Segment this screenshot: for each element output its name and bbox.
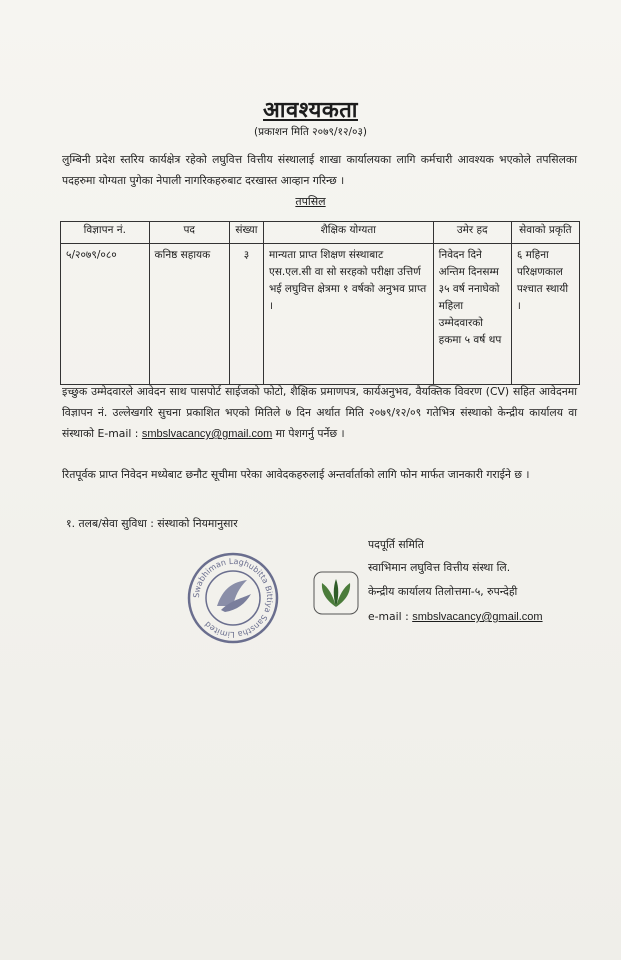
signature-email-link[interactable]: smbslvacancy@gmail.com <box>412 611 543 623</box>
apply-suffix: मा पेशगर्नु पर्नेछ । <box>275 427 345 440</box>
notice-title: आवश्यकता <box>263 98 358 123</box>
email-label: e-mail : <box>368 610 409 623</box>
intro-paragraph: लुम्बिनी प्रदेश स्तरिय कार्यक्षेत्र रहेको लघुवित्त वित्तीय संस्थालाई शाखा कार्यालयका लागि कर्मचारी आवश्यक भएकोले तपसिलका पदहरुमा योग्यता पुगेका नेपाली नागरिकहरुबाट दरखास्त आव्हान गरिन्छ । <box>62 153 577 187</box>
salary-condition: १. तलब/सेवा सुविधा : संस्थाको नियमानुसार <box>66 517 238 530</box>
organization-seal-stamp <box>187 552 279 644</box>
cell-service-nature: ६ महिना परिक्षणकाल पश्चात स्थायी । <box>511 244 579 385</box>
cell-ad-no: ५/२०७९/०८० <box>61 244 150 385</box>
apply-paragraph <box>62 381 577 445</box>
header-ad-no: विज्ञापन नं. <box>61 222 150 244</box>
office-address: केन्द्रीय कार्यालय तिलोत्तमा-५, रुपन्देही <box>368 585 518 598</box>
apply-email-link[interactable]: smbslvacancy@gmail.com <box>141 428 273 440</box>
table-header-row <box>61 222 580 244</box>
cell-qualification: मान्यता प्राप्त शिक्षण संस्थाबाट एस.एल.सी वा सो सरहको परीक्षा उत्तिर्ण भई लघुवित्त क्षेत्रमा १ वर्षको अनुभव प्राप्त । <box>264 244 434 385</box>
seal-text: Swabhiman Laghubitta Bittiya Sanstha Limited <box>191 556 275 640</box>
header-age-limit: उमेर हद <box>433 222 511 244</box>
cell-age-limit: निवेदन दिने अन्तिम दिनसम्म ३५ वर्ष ननाघेको महिला उम्मेदवारको हकमा ५ वर्ष थप <box>433 244 511 385</box>
organization-logo-icon <box>313 571 359 615</box>
cell-count: ३ <box>229 244 263 385</box>
details-heading: तपसिल <box>295 195 326 208</box>
header-count: संख्या <box>229 222 263 244</box>
cell-post: कनिष्ठ सहायक <box>149 244 229 385</box>
committee-name: पदपूर्ति समिति <box>368 538 424 551</box>
header-post: पद <box>149 222 229 244</box>
apply-text: इच्छुक उम्मेदवारले आवेदन साथ पासपोर्ट साईजको फोटो, शैक्षिक प्रमाणपत्र, कार्यअनुभव, वैयक्तिक विवरण (CV) सहित आवेदनमा विज्ञापन नं. उल्लेखगरि सुचना प्रकाशित भएको मितिले ७ दिन अर्थात मिति २०७९/१२/०९ गतेभित्र संस्थाको केन्द्रीय कार्यालय वा संस्थाको E-mail : <box>62 385 577 440</box>
table-row <box>61 244 580 385</box>
signature-email-line <box>368 610 543 623</box>
vacancy-table <box>60 221 580 385</box>
publish-date: (प्रकाशन मिति २०७९/१२/०३) <box>253 126 368 138</box>
header-qualification: शैक्षिक योग्यता <box>264 222 434 244</box>
shortlist-paragraph: रितपूर्वक प्राप्त निवेदन मध्येबाट छनौट सूचीमा परेका आवेदकहरुलाई अन्तर्वार्ताको लागि फोन मार्फत जानकारी गराईने छ । <box>62 468 530 481</box>
header-service-nature: सेवाको प्रकृति <box>511 222 579 244</box>
organization-name: स्वाभिमान लघुवित्त वित्तीय संस्था लि. <box>368 561 511 574</box>
